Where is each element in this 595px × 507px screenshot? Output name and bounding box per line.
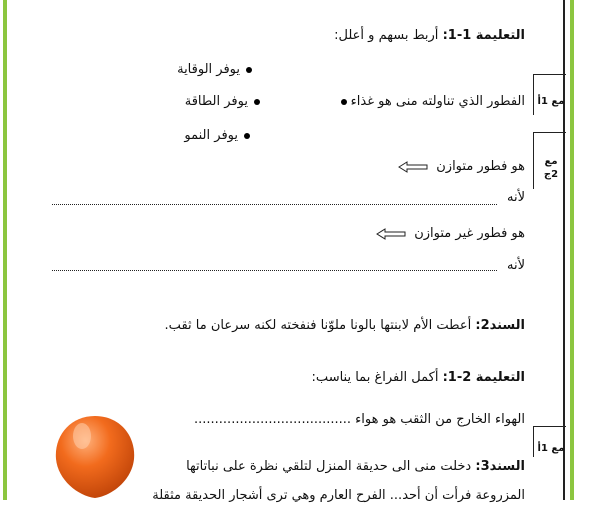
bullet-icon [254,99,260,105]
match-item-protection: يوفر الوقاية [177,62,252,77]
match-item-growth: يوفر النمو [184,128,250,143]
support-2-label: السند2: [475,318,525,333]
support-3-label: السند3: [475,459,525,474]
support-3 [186,459,525,474]
option-unbalanced: هو فطور غير متوازن [376,226,525,241]
instruction-2-1-label: التعليمة 2-1: [442,370,525,385]
because-label-2: لأنه [506,258,525,273]
breakfast-prompt: الفطور الذي تناولته منى هو غذاء [341,94,525,109]
air-fill-blank[interactable]: ...................................... [194,412,352,427]
option-balanced: هو فطور متوازن [398,159,525,174]
support-3-cut-line: المزروعة فرأت أن أحد... الفرح العارم وهي ترى أشجار الحديقة مثقلة [152,488,525,503]
hollow-arrow-icon [398,161,428,173]
answer-dotted-line-2[interactable] [52,270,497,271]
support-3-text: دخلت منى الى حديقة المنزل لتلقي نظرة على نباتاتها [186,459,476,474]
bullet-icon [341,99,347,105]
orange-balloon-image [50,412,140,507]
support-2 [165,318,525,333]
bullet-icon [246,67,252,73]
support-2-text: أعطت الأم لابنتها بالونا ملوّنا فنفخته لكنه سرعان ما ثقب. [164,318,476,333]
air-fill-line: الهواء الخارج من الثقب هو هواء ...................................... [194,412,525,427]
criteria-label-3: مع 1أ [537,443,565,454]
instruction-2-1-text: أكمل الفراغ بما يناسب: [311,370,443,385]
criteria-label-1: مع 1أ [537,96,565,107]
hollow-arrow-icon [376,228,406,240]
because-label-1: لأنه [506,190,525,205]
instruction-1-1-text: أربط بسهم و أعلل: [334,28,443,43]
match-item-energy: يوفر الطاقة [185,94,260,109]
bullet-icon [244,133,250,139]
answer-dotted-line-1[interactable] [52,204,497,205]
page-frame-right [570,0,574,500]
instruction-1-1 [334,28,525,43]
criteria-label-2: مع 2ج [543,156,559,180]
instruction-2-1 [312,370,525,385]
instruction-1-1-label: التعليمة 1-1: [442,28,525,43]
page-frame-left [3,0,7,500]
